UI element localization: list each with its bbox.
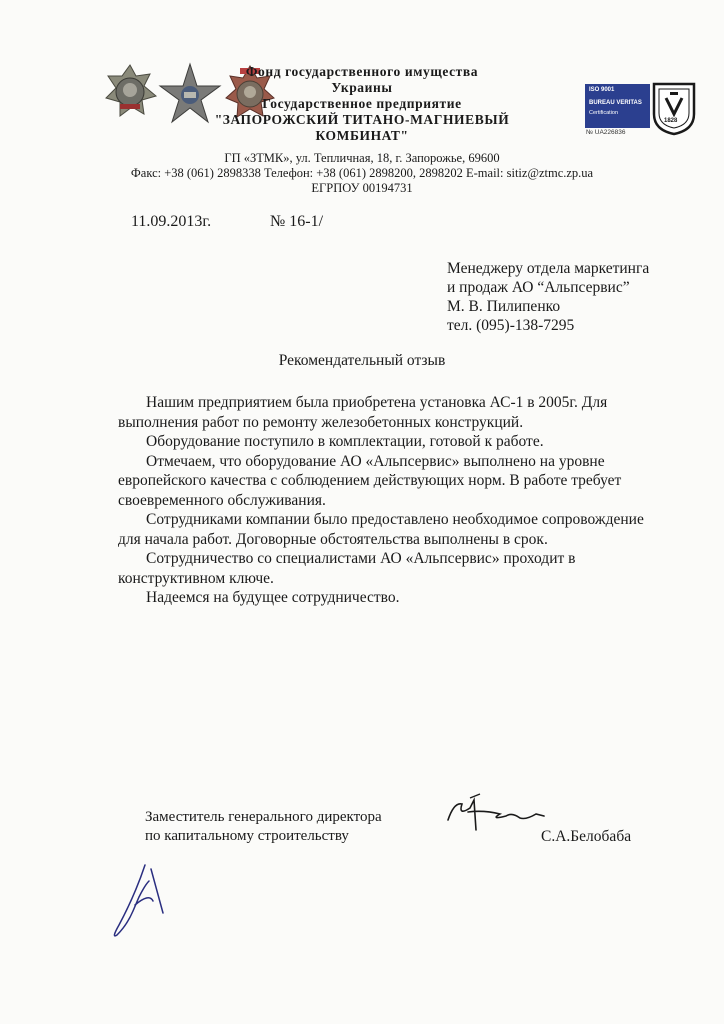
letter-title: Рекомендательный отзыв: [278, 352, 446, 369]
cert-number: № UA226836: [586, 129, 626, 136]
org-line-4: "ЗАПОРОЖСКИЙ ТИТАНО-МАГНИЕВЫЙ: [214, 112, 510, 127]
address-line: ГП «ЗТМК», ул. Тепличная, 18, г. Запорожье, 69600: [224, 151, 500, 165]
signatory-name: С.А.Белобаба: [541, 828, 632, 845]
seal-year: 1828: [664, 118, 678, 124]
edrpou-line: ЕГРПОУ 00194731: [311, 181, 413, 195]
bv-label: BUREAU VERITAS: [589, 100, 642, 106]
initial-signature: [105, 855, 185, 945]
signatory-position-1: Заместитель генерального директора: [145, 809, 382, 825]
letter-date: 11.09.2013г.: [131, 213, 212, 230]
org-line-2: Украины: [331, 80, 393, 95]
org-line-3: Государственное предприятие: [262, 96, 462, 111]
contacts-line: Факс: +38 (061) 2898338 Телефон: +38 (061) 2898200, 2898202 E-mail: sitiz@ztmc.zp.ua: [130, 166, 594, 180]
org-line-5: КОМБИНАТ": [315, 128, 409, 143]
body-paragraph: Нашим предприятием была приобретена установка АС-1 в 2005г. Для выполнения работ по ремонту железобетонных конструкций.: [118, 394, 608, 431]
recipient-line-2: и продаж АО “Альпсервис”: [447, 279, 630, 296]
body-paragraph: Оборудование поступило в комплектации, готовой к работе.: [146, 433, 544, 450]
body-paragraph: Отмечаем, что оборудование АО «Альпсервис» выполнено на уровне европейского качества с соблюдением действующих норм. В работе требует своевременного обслуживания.: [118, 452, 622, 509]
certification-label: Certification: [589, 110, 619, 116]
org-line-1: Фонд государственного имущества: [245, 64, 479, 79]
iso-certification-badge: [585, 84, 650, 128]
letter-number: № 16-1/: [270, 213, 324, 230]
body-paragraph: Надеемся на будущее сотрудничество.: [146, 589, 400, 606]
bureau-veritas-seal: [650, 80, 698, 136]
iso-label: ISO 9001: [589, 87, 615, 93]
director-signature: [440, 790, 550, 840]
letter-body: [118, 393, 658, 608]
recipient-line-1: Менеджеру отдела маркетинга: [447, 260, 650, 277]
body-paragraph: Сотрудниками компании было предоставлено необходимое сопровождение для начала работ. Договорные обстоятельства выполнены в срок.: [118, 511, 644, 548]
body-paragraph: Сотрудничество со специалистами АО «Альпсервис» проходит в конструктивном ключе.: [118, 550, 576, 587]
recipient-line-4: тел. (095)-138-7295: [447, 317, 575, 334]
recipient-line-3: М. В. Пилипенко: [447, 298, 561, 315]
signatory-position-2: по капитальному строительству: [145, 828, 349, 844]
